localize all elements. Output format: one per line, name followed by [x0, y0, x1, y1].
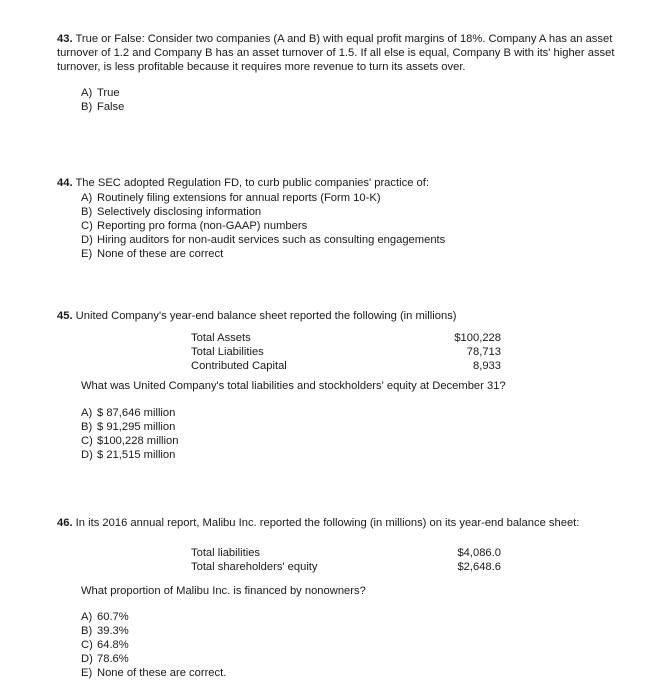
option-b[interactable] — [81, 100, 642, 114]
option-letter: B) — [81, 206, 93, 218]
row-label: Total Liabilities — [191, 346, 264, 358]
question-text: United Company's year-end balance sheet reported the following (in millions) — [75, 310, 457, 322]
option-text: False — [97, 101, 125, 113]
question-text: In its 2016 annual report, Malibu Inc. reported the following (in millions) on its year-end balance sheet: — [75, 517, 580, 529]
table-row — [191, 560, 501, 574]
row-value: $2,648.6 — [457, 561, 501, 573]
option-letter: A) — [81, 611, 93, 623]
option-a[interactable] — [81, 406, 642, 420]
option-e[interactable] — [81, 247, 642, 261]
option-letter: B) — [81, 625, 93, 637]
options-list — [57, 191, 642, 261]
table-row — [191, 345, 501, 359]
option-text: Hiring auditors for non-audit services such as consulting engagements — [97, 234, 446, 246]
option-a[interactable] — [81, 86, 642, 100]
question-46-prompt: What proportion of Malibu Inc. is financed by nonowners? — [81, 585, 366, 597]
option-c[interactable] — [81, 219, 642, 233]
balance-sheet-table — [57, 331, 642, 373]
option-letter: D) — [81, 234, 93, 246]
option-letter: E) — [81, 667, 93, 679]
question-45-stem — [57, 309, 642, 323]
option-b[interactable] — [81, 420, 642, 434]
table-row — [191, 546, 501, 560]
option-letter: D) — [81, 653, 93, 665]
options-list — [57, 610, 642, 680]
option-text: Selectively disclosing information — [97, 206, 262, 218]
question-46-stem — [57, 516, 642, 530]
option-text: 78.6% — [97, 653, 129, 665]
question-number: 46. — [57, 517, 73, 529]
option-text: None of these are correct. — [97, 667, 227, 679]
option-a[interactable] — [81, 191, 642, 205]
option-text: True — [97, 87, 120, 99]
question-text: The SEC adopted Regulation FD, to curb public companies' practice of: — [75, 177, 429, 189]
row-label: Total Assets — [191, 332, 251, 344]
option-letter: C) — [81, 639, 93, 651]
option-text: None of these are correct — [97, 248, 224, 260]
row-value: 8,933 — [473, 360, 501, 372]
row-label: Total liabilities — [191, 547, 261, 559]
row-label: Total shareholders' equity — [191, 561, 318, 573]
option-text: $ 21,515 million — [97, 449, 176, 461]
option-c[interactable] — [81, 638, 642, 652]
option-b[interactable] — [81, 205, 642, 219]
option-b[interactable] — [81, 624, 642, 638]
option-text: $ 91,295 million — [97, 421, 176, 433]
option-text: Routinely filing extensions for annual reports (Form 10-K) — [97, 192, 381, 204]
option-d[interactable] — [81, 448, 642, 462]
option-letter: A) — [81, 407, 93, 419]
option-text: 60.7% — [97, 611, 129, 623]
option-text: Reporting pro forma (non-GAAP) numbers — [97, 220, 308, 232]
option-text: 64.8% — [97, 639, 129, 651]
row-value: 78,713 — [466, 346, 501, 358]
option-letter: D) — [81, 449, 93, 461]
option-text: $100,228 million — [97, 435, 179, 447]
question-number: 43. — [57, 33, 73, 45]
question-44-stem — [57, 176, 642, 190]
options-list — [57, 406, 642, 462]
option-text: $ 87,646 million — [97, 407, 176, 419]
row-label: Contributed Capital — [191, 360, 287, 372]
option-letter: B) — [81, 101, 93, 113]
question-number: 45. — [57, 310, 73, 322]
question-43 — [57, 32, 642, 114]
option-letter: C) — [81, 220, 93, 232]
question-46 — [57, 516, 642, 680]
question-44 — [57, 176, 642, 261]
row-value: $4,086.0 — [457, 547, 501, 559]
option-letter: C) — [81, 435, 93, 447]
question-45-prompt: What was United Company's total liabilities and stockholders' equity at December 31? — [81, 380, 506, 392]
question-text: True or False: Consider two companies (A and B) with equal profit margins of 18%. Company A has an asset turnover of 1.2 and Company B has an asset turnover of 1.5. If all else is equal, Company B with its' higher asset turnover, is less profitable because it requires more revenue to turn its assets over. — [57, 33, 615, 73]
option-letter: A) — [81, 87, 93, 99]
option-d[interactable] — [81, 233, 642, 247]
option-letter: A) — [81, 192, 93, 204]
option-e[interactable] — [81, 666, 642, 680]
table-row — [191, 359, 501, 373]
question-number: 44. — [57, 177, 73, 189]
option-letter: E) — [81, 248, 93, 260]
question-43-stem — [57, 32, 642, 74]
option-d[interactable] — [81, 652, 642, 666]
table-row — [191, 331, 501, 345]
balance-sheet-table — [57, 546, 642, 574]
options-list — [57, 86, 642, 114]
option-c[interactable] — [81, 434, 642, 448]
option-letter: B) — [81, 421, 93, 433]
question-45 — [57, 309, 642, 462]
option-text: 39.3% — [97, 625, 129, 637]
option-a[interactable] — [81, 610, 642, 624]
row-value: $100,228 — [454, 332, 501, 344]
